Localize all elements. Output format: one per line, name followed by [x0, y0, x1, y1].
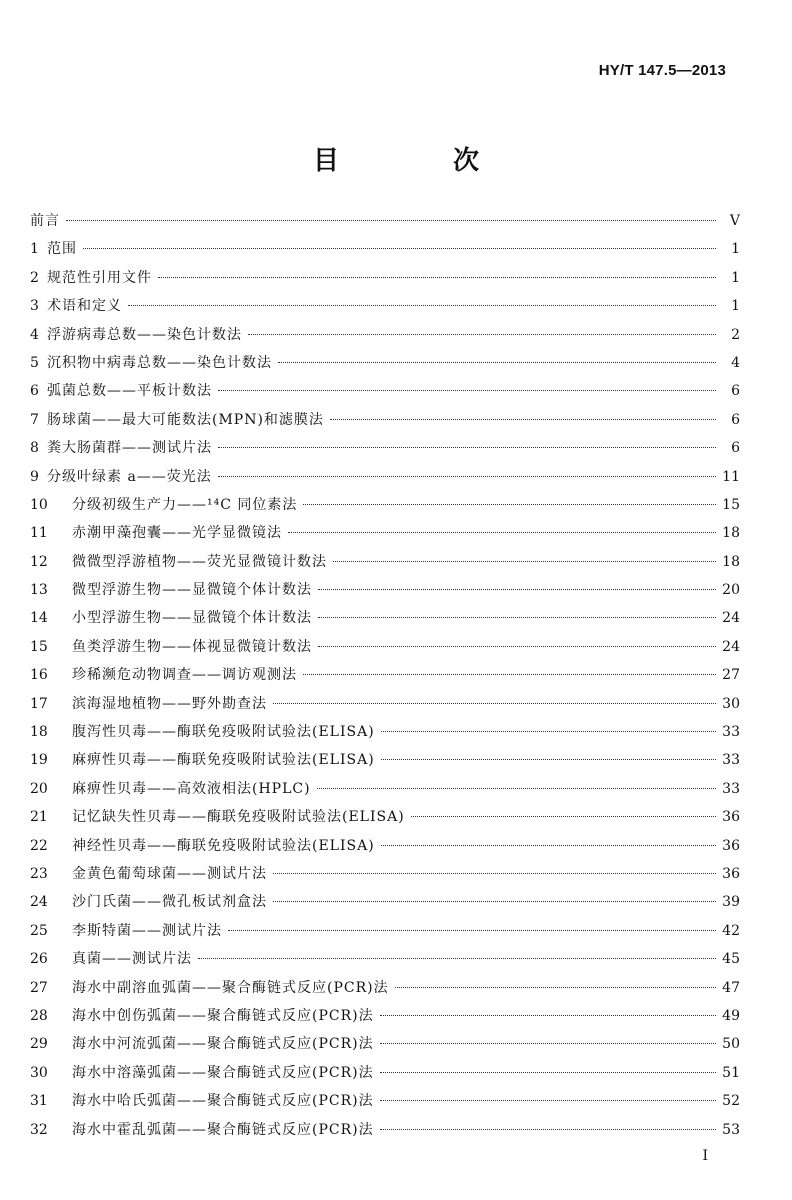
toc-entry-number: 22: [30, 837, 48, 854]
toc-entry-title: 肠球菌——最大可能数法(MPN)和滤膜法: [47, 411, 324, 428]
toc-entry[interactable]: [30, 945, 740, 973]
toc-entry-page: Ⅴ: [729, 213, 740, 229]
toc-dot-leader: [318, 617, 716, 618]
toc-entry-number: 16: [30, 667, 48, 684]
toc-entry-number: 26: [30, 951, 48, 968]
toc-entry-number: 6: [30, 383, 39, 400]
toc-entry-number: 15: [30, 638, 48, 655]
toc-entry-title: 分级初级生产力——¹⁴C 同位素法: [72, 496, 298, 513]
toc-dot-leader: [381, 759, 716, 760]
toc-entry[interactable]: [30, 576, 740, 604]
toc-entry[interactable]: [30, 661, 740, 689]
toc-dot-leader: [303, 674, 716, 675]
toc-dot-leader: [381, 845, 716, 846]
toc-entry[interactable]: [30, 888, 740, 916]
toc-dot-leader: [380, 1100, 716, 1101]
toc-entry-page: 52: [722, 1093, 740, 1110]
toc-entry-title: 珍稀濒危动物调查——调访观测法: [72, 667, 297, 684]
toc-entry-page: 6: [731, 383, 740, 400]
toc-entry[interactable]: [30, 917, 740, 945]
toc-entry-number: 2: [30, 269, 39, 286]
toc-dot-leader: [380, 1072, 716, 1073]
toc-entry-title: 术语和定义: [47, 298, 122, 315]
toc-entry-title: 海水中副溶血弧菌——聚合酶链式反应(PCR)法: [72, 979, 389, 996]
toc-entry-title: 腹泻性贝毒——酶联免疫吸附试验法(ELISA): [72, 724, 375, 741]
toc-dot-leader: [273, 873, 716, 874]
toc-dot-leader: [248, 334, 716, 335]
toc-entry[interactable]: [30, 491, 740, 519]
toc-dot-leader: [303, 504, 716, 505]
toc-entry-title: 弧菌总数——平板计数法: [47, 383, 212, 400]
toc-entry[interactable]: [30, 264, 740, 292]
toc-dot-leader: [333, 561, 716, 562]
toc-dot-leader: [228, 930, 716, 931]
toc-entry[interactable]: [30, 1030, 740, 1058]
toc-entry-number: 11: [30, 525, 48, 542]
toc-entry[interactable]: [30, 832, 740, 860]
toc-entry[interactable]: [30, 434, 740, 462]
toc-entry-page: 33: [722, 752, 740, 769]
toc-entry-page: 33: [722, 724, 740, 741]
toc-entry-page: 20: [722, 582, 740, 599]
toc-entry-title: 麻痹性贝毒——高效液相法(HPLC): [72, 780, 311, 797]
toc-entry-number: 19: [30, 752, 48, 769]
toc-entry-page: 6: [731, 411, 740, 428]
toc-entry-number: 17: [30, 695, 48, 712]
toc-entry-page: 50: [722, 1036, 740, 1053]
toc-entry-page: 1: [731, 241, 740, 258]
toc-entry[interactable]: [30, 235, 740, 263]
toc-entry-title: 海水中哈氏弧菌——聚合酶链式反应(PCR)法: [72, 1093, 374, 1110]
toc-entry-page: 36: [722, 865, 740, 882]
toc-dot-leader: [411, 816, 716, 817]
toc-dot-leader: [318, 646, 716, 647]
toc-entry-title: 麻痹性贝毒——酶联免疫吸附试验法(ELISA): [72, 752, 375, 769]
toc-entry[interactable]: [30, 1059, 740, 1087]
toc-dot-leader: [128, 305, 716, 306]
toc-entry-number: 3: [30, 298, 39, 315]
toc-entry-page: 30: [722, 695, 740, 712]
toc-entry-title: 小型浮游生物——显微镜个体计数法: [72, 610, 312, 627]
toc-entry-number: 27: [30, 979, 48, 996]
toc-entry[interactable]: [30, 321, 740, 349]
page-number: Ⅰ: [702, 1148, 708, 1164]
toc-entry-page: 27: [722, 667, 740, 684]
toc-entry-number: 23: [30, 865, 48, 882]
toc-dot-leader: [158, 277, 716, 278]
toc-entry-page: 6: [731, 440, 740, 457]
toc-entry-title: 微型浮游生物——显微镜个体计数法: [72, 582, 312, 599]
toc-entry-page: 4: [731, 354, 740, 371]
toc-dot-leader: [288, 532, 716, 533]
toc-dot-leader: [218, 447, 716, 448]
toc-entry-number: 25: [30, 922, 48, 939]
toc-dot-leader: [330, 419, 716, 420]
toc-entry[interactable]: [30, 406, 740, 434]
toc-entry-title: 鱼类浮游生物——体视显微镜计数法: [72, 638, 312, 655]
toc-entry-number: 7: [30, 411, 39, 428]
toc-dot-leader: [380, 1129, 716, 1130]
toc-entry-page: 15: [722, 496, 740, 513]
toc-entry-number: 20: [30, 780, 48, 797]
toc-entry-page: 39: [722, 894, 740, 911]
toc-entry-number: 10: [30, 496, 48, 513]
toc-entry-page: 1: [731, 298, 740, 315]
toc-entry-title: 海水中霍乱弧菌——聚合酶链式反应(PCR)法: [72, 1121, 374, 1138]
toc-entry[interactable]: [30, 746, 740, 774]
toc-entry-title: 规范性引用文件: [47, 269, 152, 286]
toc-entry-page: 18: [722, 525, 740, 542]
toc-entry[interactable]: [30, 860, 740, 888]
toc-entry-number: 9: [30, 468, 39, 485]
toc-entry-title: 沉积物中病毒总数——染色计数法: [47, 354, 272, 371]
toc-entry-title: 沙门氏菌——微孔板试剂盒法: [72, 894, 267, 911]
toc-entry-title: 金黄色葡萄球菌——测试片法: [72, 865, 267, 882]
toc-entry-number: 8: [30, 440, 39, 457]
toc-entry[interactable]: [30, 974, 740, 1002]
toc-entry[interactable]: [30, 775, 740, 803]
toc-entry-number: 1: [30, 241, 39, 258]
toc-entry[interactable]: [30, 718, 740, 746]
toc-dot-leader: [218, 390, 716, 391]
toc-entry[interactable]: [30, 604, 740, 632]
toc-dot-leader: [278, 362, 716, 363]
toc-entry-page: 47: [722, 979, 740, 996]
toc-dot-leader: [380, 1015, 716, 1016]
toc-entry-page: 53: [722, 1121, 740, 1138]
toc-entry[interactable]: [30, 1087, 740, 1115]
toc-entry-number: 30: [30, 1064, 48, 1081]
toc-entry-title: 真菌——测试片法: [72, 951, 192, 968]
toc-entry-number: 32: [30, 1121, 48, 1138]
toc-entry-number: 14: [30, 610, 48, 627]
toc-entry-number: 18: [30, 724, 48, 741]
toc-entry[interactable]: [30, 207, 740, 235]
toc-dot-leader: [380, 1043, 716, 1044]
toc-dot-leader: [66, 220, 716, 221]
toc-entry[interactable]: [30, 548, 740, 576]
toc-entry-title: 海水中溶藻弧菌——聚合酶链式反应(PCR)法: [72, 1064, 374, 1081]
toc-entry-page: 36: [722, 809, 740, 826]
toc-entry-number: 29: [30, 1036, 48, 1053]
toc-entry[interactable]: [30, 292, 740, 320]
toc-entry-number: 4: [30, 326, 39, 343]
toc-entry-number: 28: [30, 1007, 48, 1024]
toc-entry-title: 微微型浮游植物——荧光显微镜计数法: [72, 553, 327, 570]
toc-entry-title: 记忆缺失性贝毒——酶联免疫吸附试验法(ELISA): [72, 809, 405, 826]
toc-entry[interactable]: [30, 349, 740, 377]
toc-entry[interactable]: [30, 803, 740, 831]
toc-entry-title: 海水中河流弧菌——聚合酶链式反应(PCR)法: [72, 1036, 374, 1053]
toc-entry-page: 33: [722, 780, 740, 797]
toc-entry[interactable]: [30, 633, 740, 661]
document-code: HY/T 147.5—2013: [598, 62, 726, 79]
toc-entry[interactable]: [30, 1116, 740, 1144]
toc-dot-leader: [198, 958, 716, 959]
toc-entry-number: 12: [30, 553, 48, 570]
toc-entry-title: 分级叶绿素 a——荧光法: [47, 468, 212, 485]
toc-dot-leader: [381, 731, 716, 732]
toc-entry-page: 1: [731, 269, 740, 286]
toc-entry-title: 赤潮甲藻孢囊——光学显微镜法: [72, 525, 282, 542]
toc-dot-leader: [317, 788, 716, 789]
toc-entry-page: 18: [722, 553, 740, 570]
toc-entry-page: 51: [722, 1064, 740, 1081]
toc-dot-leader: [273, 703, 716, 704]
toc-entry-number: 13: [30, 582, 48, 599]
toc-dot-leader: [218, 476, 716, 477]
toc-entry[interactable]: [30, 1002, 740, 1030]
toc-entry-title: 范围: [47, 241, 77, 258]
toc-entry-page: 45: [722, 951, 740, 968]
toc-entry-title: 前言: [30, 213, 60, 229]
toc-entry-page: 42: [722, 922, 740, 939]
toc-entry[interactable]: [30, 690, 740, 718]
toc-entry-title: 李斯特菌——测试片法: [72, 922, 222, 939]
toc-entry-page: 36: [722, 837, 740, 854]
toc-entry-title: 浮游病毒总数——染色计数法: [47, 326, 242, 343]
toc-entry-page: 11: [722, 468, 740, 485]
toc-entry-title: 滨海湿地植物——野外勘查法: [72, 695, 267, 712]
toc-entry-title: 粪大肠菌群——测试片法: [47, 440, 212, 457]
toc-entry-page: 24: [722, 610, 740, 627]
toc-entry-title: 海水中创伤弧菌——聚合酶链式反应(PCR)法: [72, 1007, 374, 1024]
toc-entry-title: 神经性贝毒——酶联免疫吸附试验法(ELISA): [72, 837, 375, 854]
table-of-contents: [30, 207, 740, 1144]
page-title: 目 次: [312, 146, 523, 176]
toc-dot-leader: [273, 901, 716, 902]
toc-dot-leader: [318, 589, 716, 590]
toc-entry-page: 24: [722, 638, 740, 655]
toc-entry[interactable]: [30, 377, 740, 405]
toc-dot-leader: [395, 987, 716, 988]
toc-entry-number: 24: [30, 894, 48, 911]
toc-entry-page: 2: [731, 326, 740, 343]
toc-entry-number: 21: [30, 809, 48, 826]
toc-entry[interactable]: [30, 519, 740, 547]
toc-entry[interactable]: [30, 463, 740, 491]
toc-entry-number: 5: [30, 354, 39, 371]
toc-dot-leader: [83, 248, 716, 249]
toc-entry-number: 31: [30, 1093, 48, 1110]
toc-entry-page: 49: [722, 1007, 740, 1024]
